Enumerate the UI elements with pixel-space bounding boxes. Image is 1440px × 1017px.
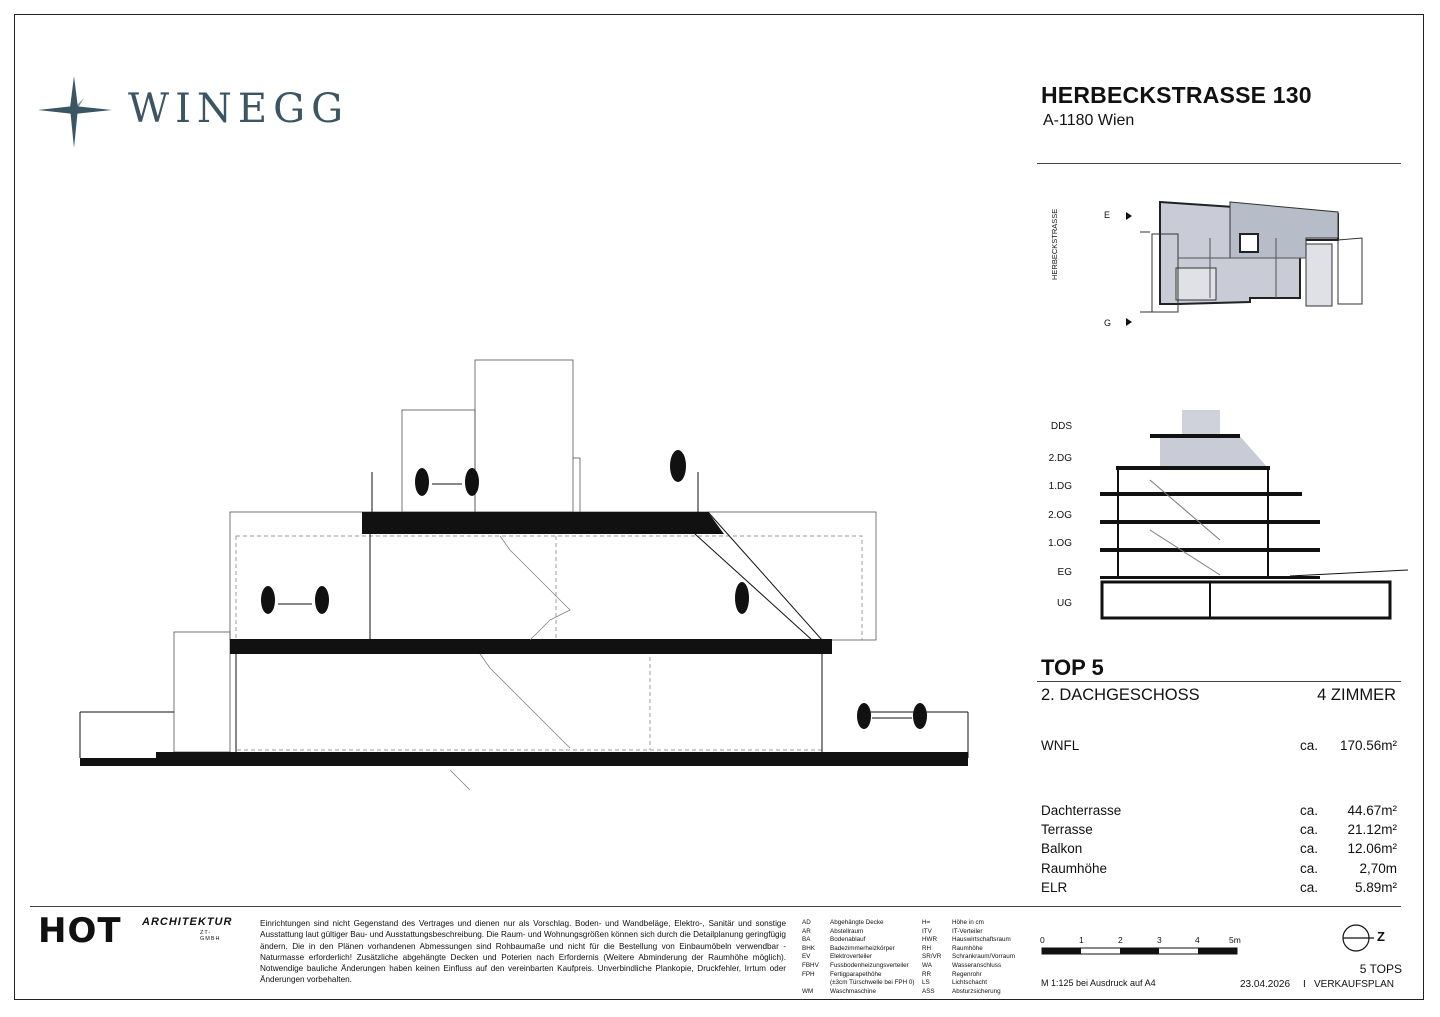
mini-section <box>1090 390 1410 625</box>
area-ca: ca. <box>1300 880 1319 895</box>
scale-note: M 1:125 bei Ausdruck auf A4 <box>1041 978 1156 988</box>
footer-separator: I <box>1303 979 1306 990</box>
scale-tick: 0 <box>1040 935 1045 945</box>
footer-divider <box>30 906 1401 907</box>
level-label-2og: 2.OG <box>1048 510 1072 521</box>
area-row <box>1041 841 1397 859</box>
area-value: 12.06m² <box>1347 841 1397 856</box>
abbr-codes-left: AD AR BA BHK EV FBHV FPH WM <box>802 919 819 995</box>
unit-name: TOP 5 <box>1041 655 1104 680</box>
scale-bar-svg <box>1040 944 1240 958</box>
area-row <box>1041 861 1397 879</box>
area-label: WNFL <box>1041 738 1080 753</box>
area-ca: ca. <box>1300 822 1319 837</box>
keyplan-street-label: HERBECKSTRASSE <box>1050 208 1059 280</box>
area-label: Balkon <box>1041 841 1083 856</box>
tops-count: 5 TOPS <box>1359 962 1402 976</box>
section-drawing <box>70 350 990 800</box>
scale-tick: 2 <box>1118 935 1123 945</box>
disclaimer-text: Einrichtungen sind nicht Gegenstand des Vertrages und dienen nur als Vorschlag. Boden- und Wandbeläge, Elektro-, Sanitär und sonstige Ausstattung laut gültiger Bau- und Ausstattungsbeschreibung. Die Raum- und Wohnungsgrößen können sich durch die Detailplanung geringfügig ändern. Die in den Plänen vorhandenen Abmessungen sind Rohbaumaße und nicht für die Bestellung von Einbaumöbeln verwendbar - Naturmasse erforderlich! Zusätzliche abgehängte Decken und Poterien nach Erfordernis (Weitere Abminderung der Raumhöhe möglich). Notwendige bauliche Änderungen haben keinen Einfluss auf den vereinbarten Kaufpreis. Unverbindliche Plankopie, Druckfehler, Irrtum oder Änderungen vorbehalten. <box>260 919 786 985</box>
abbr-codes-right: H= ITV HWR RH SR/VR WA RR LS ASS <box>922 919 942 995</box>
level-label-eg: EG <box>1057 567 1072 578</box>
unit-divider <box>1037 681 1401 682</box>
area-label: ELR <box>1041 880 1068 895</box>
area-value: 21.12m² <box>1347 822 1397 837</box>
unit-rooms: 4 ZIMMER <box>1317 686 1396 704</box>
architect-suffix: ZT-GMBH <box>200 930 221 942</box>
area-label: Raumhöhe <box>1041 861 1108 876</box>
north-label: Z <box>1377 929 1385 944</box>
area-label: Terrasse <box>1041 822 1093 837</box>
area-row <box>1041 880 1397 898</box>
area-row <box>1041 822 1397 840</box>
area-ca: ca. <box>1300 738 1319 753</box>
abbr-texts-right: Höhe in cm IT-Verteiler Hauswirtschaftsraum Raumhöhe Schrankraum/Vorraum Wasseranschluss Regenrohr Lichtschacht Absturzsicherung <box>952 919 1015 995</box>
abbr-texts-left: Abgehängte Decke Abstellraum Bodenablauf Badezimmerheizkörper Elektroverteiler Fussbodenheizungsverteiler Fertigparapethöhe (±3cm Türschwelle bei FPH 0) Waschmaschine <box>830 919 915 995</box>
area-value: 5.89m² <box>1354 880 1397 895</box>
scale-tick: 4 <box>1195 935 1200 945</box>
header-divider <box>1037 163 1401 164</box>
area-ca: ca. <box>1300 803 1319 818</box>
area-value: 170.56m² <box>1339 738 1397 753</box>
architect-sub: ARCHITEKTUR <box>142 916 233 928</box>
area-value: 44.67m² <box>1347 803 1397 818</box>
level-label-1dg: 1.DG <box>1048 481 1072 492</box>
area-value: 2,70m <box>1359 861 1397 876</box>
area-row-wnfl <box>1041 738 1397 756</box>
area-ca: ca. <box>1300 861 1319 876</box>
address-street: HERBECKSTRASSE 130 <box>1041 82 1312 108</box>
scale-tick: 1 <box>1079 935 1084 945</box>
plan-date: 23.04.2026 <box>1240 979 1291 990</box>
scale-bar <box>1040 944 1240 958</box>
key-plan <box>1080 198 1410 338</box>
brand-name: WINEGG <box>128 86 350 132</box>
level-label-dds: DDS <box>1050 421 1072 432</box>
level-label-1og: 1.OG <box>1048 538 1072 549</box>
address-city: A-1180 Wien <box>1043 112 1135 129</box>
entry-label-g: G <box>1104 318 1112 328</box>
unit-floor: 2. DACHGESCHOSS <box>1041 686 1200 704</box>
scale-tick: 3 <box>1157 935 1162 945</box>
level-label-2dg: 2.DG <box>1048 453 1072 464</box>
scale-tick: 5m <box>1229 935 1241 945</box>
area-label: Dachterrasse <box>1041 803 1122 818</box>
area-row <box>1041 803 1397 821</box>
area-ca: ca. <box>1300 841 1319 856</box>
mini-section-drawing <box>1090 390 1410 625</box>
building-section-svg <box>70 350 990 800</box>
entry-label-e: E <box>1104 210 1111 220</box>
architect-logo <box>38 911 233 951</box>
architect-name: HOT <box>38 911 122 951</box>
key-plan-drawing <box>1080 198 1410 338</box>
level-label-ug: UG <box>1057 598 1072 609</box>
plan-type: VERKAUFSPLAN <box>1314 979 1395 990</box>
